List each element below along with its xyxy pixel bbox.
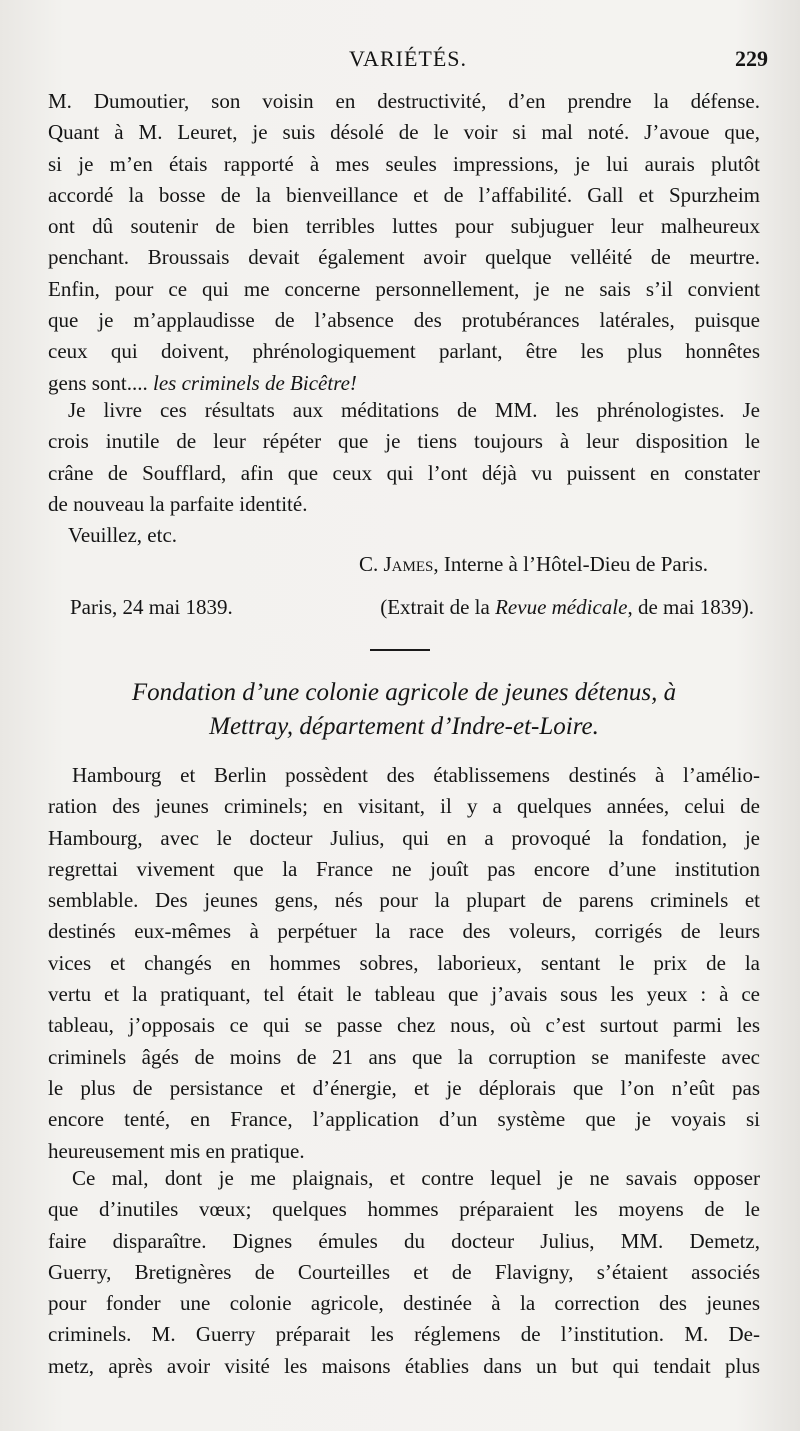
text-line: tableau, j’opposais ce qui se passe chez nous, où c’est surtout parmi les bbox=[48, 1013, 760, 1038]
text-line: vices et changés en hommes sobres, laborieux, sentant le prix de la bbox=[48, 950, 760, 975]
text-line: Hambourg et Berlin possèdent des établissemens destinés à l’amélio- bbox=[72, 763, 760, 787]
letter-paragraph-1 bbox=[48, 86, 760, 399]
signature-role: , Interne à l’Hôtel-Dieu de Paris. bbox=[433, 552, 708, 576]
text-line: crois inutile de leur répéter que je tiens toujours à leur disposition le bbox=[48, 429, 760, 454]
signature bbox=[48, 549, 760, 580]
text-line: M. Dumoutier, son voisin en destructivité, d’en prendre la défense. bbox=[48, 89, 760, 113]
text-fragment: gens sont.... bbox=[48, 370, 153, 395]
text-line: encore tenté, en France, l’application d’un système que je voyais si bbox=[48, 1107, 760, 1132]
text-line: de nouveau la parfaite identité. bbox=[48, 491, 308, 516]
article-paragraph-1 bbox=[48, 760, 760, 1167]
text-line: vertu et la pratiquant, tel était le tableau que j’avais sous les yeux : à ce bbox=[48, 982, 760, 1007]
citation-journal: Revue médicale bbox=[495, 595, 628, 619]
text-line: semblable. Des jeunes gens, nés pour la plupart de parens criminels et bbox=[48, 888, 760, 913]
article-title bbox=[48, 676, 760, 744]
text-line: metz, après avoir visité les maisons établies dans un but qui tendait plus bbox=[48, 1353, 760, 1378]
signature-initial: C. bbox=[358, 552, 384, 576]
text-line: Ce mal, dont je me plaignais, et contre lequel je ne savais opposer bbox=[72, 1166, 760, 1190]
text-line: regrettai vivement que la France ne jouît pas encore d’une institution bbox=[48, 856, 760, 881]
section-divider bbox=[370, 649, 430, 651]
text-line: le plus de persistance et d’énergie, et je déplorais que l’on n’eût pas bbox=[48, 1075, 760, 1100]
text-line: destinés eux-mêmes à perpétuer la race des voleurs, corrigés de leurs bbox=[48, 919, 760, 944]
text-line: Hambourg, avec le docteur Julius, qui en a provoqué la fondation, je bbox=[48, 825, 760, 850]
signature-surname: James bbox=[383, 552, 434, 576]
text-line: penchant. Broussais devait également avoir quelque velléité de meurtre. bbox=[48, 245, 760, 270]
article-paragraph-2 bbox=[48, 1163, 760, 1382]
text-line: faire disparaître. Dignes émules du docteur Julius, MM. Demetz, bbox=[48, 1228, 760, 1253]
article-title-line: Mettray, département d’Indre-et-Loire. bbox=[209, 713, 599, 740]
text-line: Quant à M. Leuret, je suis désolé de le voir si mal noté. J’avoue que, bbox=[48, 120, 760, 145]
text-line: ceux qui doivent, phrénologiquement parlant, être les plus honnêtes bbox=[48, 339, 760, 364]
text-line: crâne de Soufflard, afin que ceux qui l’ont déjà vu puissent en constater bbox=[48, 460, 760, 485]
closing-formula: Veuillez, etc. bbox=[68, 523, 178, 548]
text-line: pour fonder une colonie agricole, destinée à la correction des jeunes bbox=[48, 1291, 760, 1316]
italic-phrase: les criminels de Bicêtre! bbox=[153, 370, 357, 395]
text-line: si je m’en étais rapporté à mes seules impressions, je lui aurais plutôt bbox=[48, 151, 760, 176]
letter-date: Paris, 24 mai 1839. bbox=[70, 595, 233, 619]
signature-block bbox=[48, 549, 760, 623]
letter-paragraph-2 bbox=[48, 395, 760, 551]
running-head: VARIÉTÉS. bbox=[349, 46, 467, 71]
dateline bbox=[48, 592, 760, 623]
article-title-line: Fondation d’une colonie agricole de jeunes détenus, à bbox=[131, 679, 677, 706]
text-line: Je livre ces résultats aux méditations de MM. les phrénologistes. Je bbox=[68, 398, 760, 422]
citation-prefix: (Extrait de la bbox=[380, 595, 496, 619]
citation-suffix: , de mai 1839). bbox=[627, 595, 754, 619]
text-line: Enfin, pour ce qui me concerne personnellement, je ne sais s’il convient bbox=[48, 276, 760, 301]
page-header bbox=[48, 42, 768, 76]
page-number: 229 bbox=[735, 46, 768, 71]
text-line: ration des jeunes criminels; en visitant, il y a quelques années, celui de bbox=[48, 794, 760, 819]
text-line: accordé la bosse de la bienveillance et de l’affabilité. Gall et Spurzheim bbox=[48, 182, 760, 207]
text-line: Guerry, Bretignères de Courteilles et de Flavigny, s’étaient associés bbox=[48, 1259, 760, 1284]
text-line: criminels âgés de moins de 21 ans que la corruption se manifeste avec bbox=[48, 1044, 760, 1069]
text-line: que je m’applaudisse de l’absence des protubérances latérales, puisque bbox=[48, 308, 760, 333]
text-line: criminels. M. Guerry préparait les réglemens de l’institution. M. De- bbox=[48, 1322, 760, 1347]
text-line: ont dû soutenir de bien terribles luttes pour subjuguer leur malheureux bbox=[48, 214, 760, 239]
text-line: heureusement mis en pratique. bbox=[48, 1138, 305, 1163]
text-line: que d’inutiles vœux; quelques hommes préparaient les moyens de le bbox=[48, 1197, 760, 1222]
source-citation bbox=[380, 592, 754, 623]
